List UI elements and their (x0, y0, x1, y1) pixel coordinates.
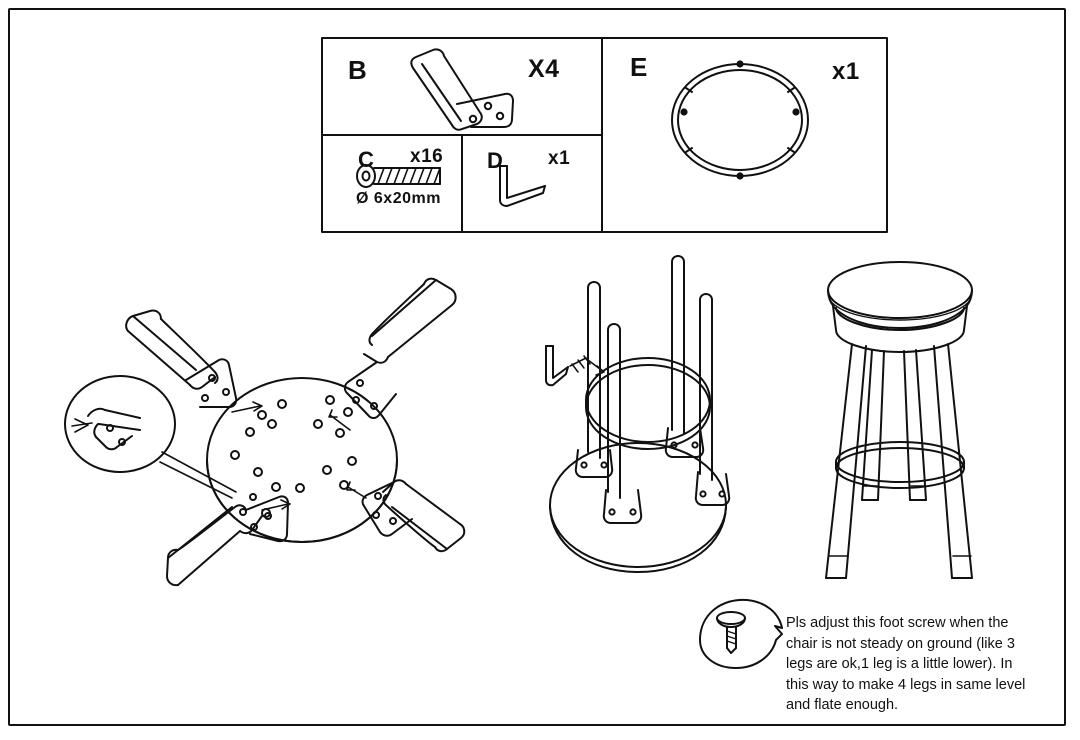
part-d-quantity: x1 (548, 148, 571, 169)
leg-top-left (126, 310, 236, 407)
step2-allen-key (546, 346, 604, 385)
leg-bottom-right (363, 480, 465, 551)
part-c-spec: Ø 6x20mm (356, 190, 441, 207)
part-c-label: C (358, 147, 375, 172)
step2-footrest-installation (546, 256, 729, 572)
foot-screw-note: Pls adjust this foot screw when the chair is not steady on ground (like 3 legs are ok,1 leg is a little lower). In this way to make 4 legs in same level and flate enough. (786, 615, 1026, 714)
part-e-quantity: x1 (832, 58, 860, 85)
step2-legs (588, 256, 712, 498)
part-e-label: E (630, 52, 648, 82)
part-b-quantity: X4 (528, 55, 560, 83)
note-callout (700, 600, 782, 668)
part-b-label: B (348, 55, 368, 85)
step1-detail-callout (65, 376, 366, 510)
part-c-quantity: x16 (410, 146, 444, 167)
step1-seat-with-legs (65, 279, 464, 586)
part-d-label: D (487, 148, 504, 173)
step3-finished-stool (826, 262, 972, 578)
